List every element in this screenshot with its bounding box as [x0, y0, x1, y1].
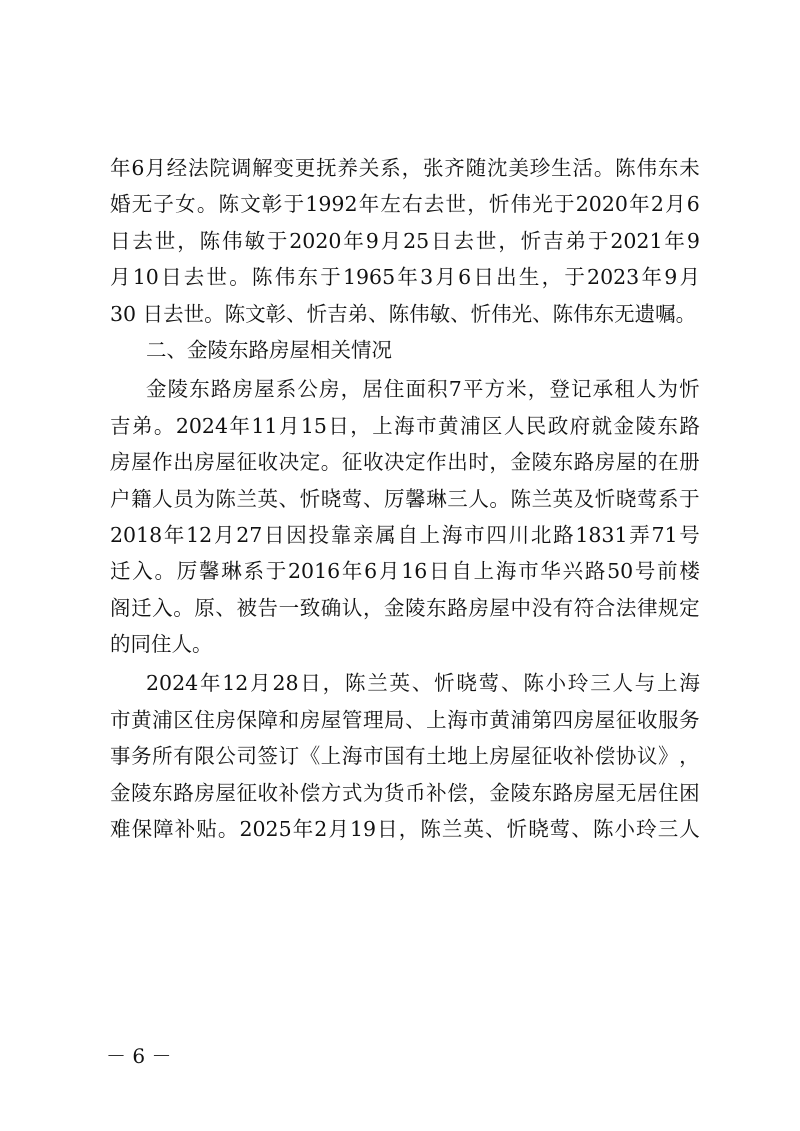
text-line: 30 日去世。陈文彰、忻吉弟、陈伟敏、忻伟光、陈伟东无遗嘱。 [110, 301, 697, 326]
text-line: 房 屋 作 出 房 屋 征 收 决 定 。 征 收 决 定 作 出 时 ， 金 陵 东 路 房 屋 的 在 册 [110, 450, 700, 475]
body-text [110, 150, 700, 847]
text-line: 迁 入 。 厉 馨 琳 系 于 2016 年 6 月 16 日 自 上 海 市 华 兴 路 50 号 前 楼 [110, 559, 700, 584]
section-heading: 二、金陵东路房屋相关情况 [146, 337, 392, 362]
text-line: 的同住人。 [110, 632, 213, 657]
text-line: 年 6 月 经 法 院 调 解 变 更 抚 养 关 系 ， 张 齐 随 沈 美 珍 生 活 。 陈 伟 东 未 [110, 156, 700, 180]
text-line: 2018 年 12 月 27 日 因 投 靠 亲 属 自 上 海 市 四 川 北 路 1831 弄 71 号 [110, 522, 700, 547]
text-line: 户 籍 人 员 为 陈 兰 英 、 忻 晓 莺 、 厉 馨 琳 三 人 。 陈 兰 英 及 忻 晓 莺 系 于 [110, 486, 700, 511]
text-line: 金 陵 东 路 房 屋 系 公 房 ， 居 住 面 积 7 平 方 米 ， 登 记 承 租 人 为 忻 [146, 377, 700, 402]
page-number: － 6 － [106, 1044, 172, 1068]
text-line: 难 保 障 补 贴 。 2025 年 2 月 19 日 ， 陈 兰 英 、 忻 晓 莺 、 陈 小 玲 三 人 [110, 817, 700, 842]
text-line: 阁 迁 入 。 原 、 被 告 一 致 确 认 ， 金 陵 东 路 房 屋 中 没 有 符 合 法 律 规 定 [110, 595, 700, 620]
text-line: 2024 年 12 月 28 日 ， 陈 兰 英 、 忻 晓 莺 、 陈 小 玲 三 人 与 上 海 [146, 671, 700, 696]
text-line: 婚 无 子 女 。 陈 文 彰 于 1992 年 左 右 去 世 ， 忻 伟 光 于 2020 年 2 月 6 [110, 192, 700, 217]
text-line: 金 陵 东 路 房 屋 征 收 补 偿 方 式 为 货 币 补 偿 ， 金 陵 东 路 房 屋 无 居 住 困 [110, 780, 700, 805]
text-line: 市 黄 浦 区 住 房 保 障 和 房 屋 管 理 局 、 上 海 市 黄 浦 第 四 房 屋 征 收 服 务 [110, 707, 700, 732]
text-line: 吉 弟 。 2024 年 11 月 15 日 ， 上 海 市 黄 浦 区 人 民 政 府 就 金 陵 东 路 [110, 413, 700, 438]
text-line: 月 10 日 去 世 。 陈 伟 东 于 1965 年 3 月 6 日 出 生 ， 于 2023 年 9 月 [110, 265, 700, 290]
text-line: 日 去 世 ， 陈 伟 敏 于 2020 年 9 月 25 日 去 世 ， 忻 吉 弟 于 2021 年 9 [110, 228, 700, 253]
text-line: 事 务 所 有 限 公 司 签 订 《 上 海 市 国 有 土 地 上 房 屋 征 收 补 偿 协 议 》 ， [110, 744, 700, 769]
